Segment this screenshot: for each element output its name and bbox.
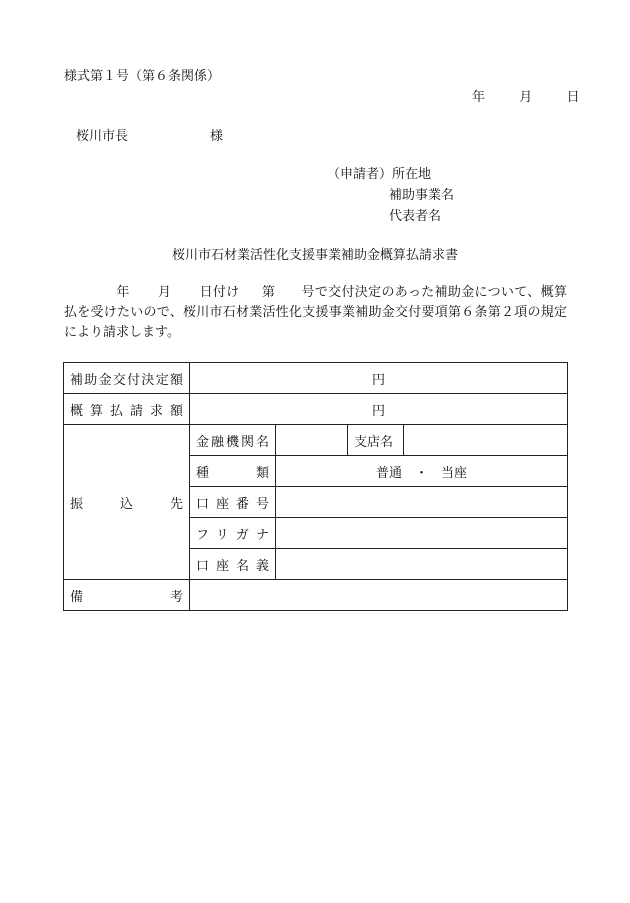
remarks-row: [64, 580, 568, 611]
body-dai: 第: [261, 285, 276, 300]
decided-amount-row: [64, 363, 568, 394]
branch-field[interactable]: [404, 425, 568, 456]
date-line: [472, 86, 580, 105]
decided-amount-label: 補助金交付決定額: [64, 363, 190, 394]
remarks-label: 備考: [64, 580, 190, 611]
remarks-field[interactable]: [190, 580, 568, 611]
applicant-block: [327, 164, 454, 227]
furigana-field[interactable]: [276, 518, 568, 549]
body-month: 月: [157, 285, 172, 300]
estimated-amount-unit: 円: [371, 403, 385, 419]
bank-label: 金融機関名: [190, 425, 276, 456]
type-options[interactable]: 普通 ・ 当座: [276, 456, 568, 487]
account-name-label: 口座名義: [190, 549, 276, 580]
decided-amount-field[interactable]: [190, 363, 568, 394]
bank-row: [64, 425, 568, 456]
applicant-label: （申請者）: [327, 167, 393, 182]
request-form-table: [63, 362, 568, 611]
form-number: 様式第１号（第６条関係）: [64, 69, 221, 84]
body-day-dated: 日付け: [199, 285, 240, 300]
body-text: [64, 283, 567, 343]
date-year: 年: [472, 90, 486, 105]
branch-label: 支店名: [348, 425, 404, 456]
applicant-project-label: 補助事業名: [389, 188, 455, 203]
estimated-amount-label: 概算払請求額: [64, 394, 190, 425]
estimated-amount-field[interactable]: [190, 394, 568, 425]
addressee-name: 桜川市長: [76, 129, 129, 144]
document-title: 桜川市石材業活性化支援事業補助金概算払請求書: [171, 248, 458, 263]
account-number-label: 口座番号: [190, 487, 276, 518]
date-day: 日: [566, 90, 580, 105]
type-label: 種類: [190, 456, 276, 487]
body-text-rest: 号で交付決定のあった補助金について、概算払を受けたいので、桜川市石材業活性化支援事業補助金交付要項第６条第２項の規定により請求します。: [64, 285, 567, 340]
decided-amount-unit: 円: [371, 372, 385, 388]
transfer-label: 振込先: [64, 425, 190, 580]
date-month: 月: [519, 90, 533, 105]
applicant-address-label: 所在地: [392, 167, 432, 182]
bank-field[interactable]: [276, 425, 348, 456]
body-year: 年: [116, 285, 130, 300]
estimated-amount-row: [64, 394, 568, 425]
honorific: 様: [210, 129, 224, 144]
applicant-representative-label: 代表者名: [389, 209, 442, 224]
account-number-field[interactable]: [276, 487, 568, 518]
addressee: [76, 125, 223, 144]
furigana-label: フリガナ: [190, 518, 276, 549]
account-name-field[interactable]: [276, 549, 568, 580]
